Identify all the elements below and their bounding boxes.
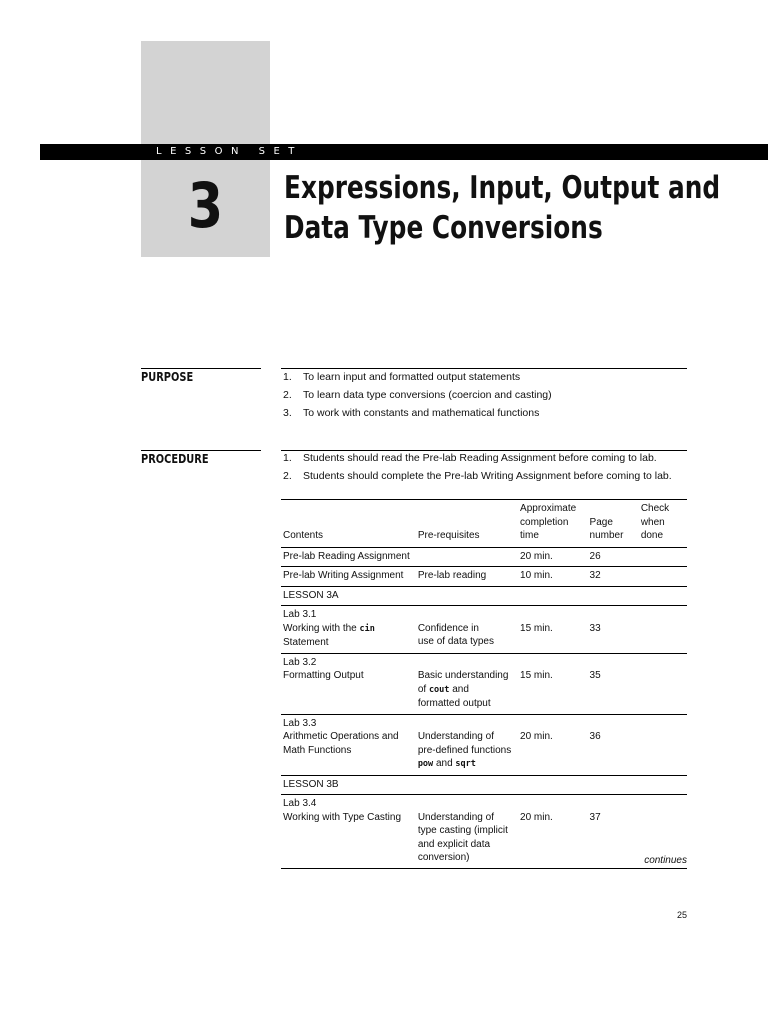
table-row: Lab 3.4 Working with Type Casting Understanding of type casting (implicit and explicit data conversion) 20 min. 37 (281, 795, 687, 869)
lesson-3b-row: LESSON 3B (281, 775, 687, 795)
lesson-number: 3 (187, 169, 224, 242)
page-title (284, 168, 720, 248)
purpose-list (283, 368, 552, 422)
code-cout: cout (428, 684, 450, 695)
code-cin: cin (359, 623, 375, 634)
title-line-2: Data Type Conversions (284, 210, 603, 246)
procedure-label: PROCEDURE (141, 452, 209, 466)
header-contents: Contents (281, 500, 416, 548)
purpose-label-rule (141, 368, 261, 369)
table-row: Pre-lab Writing Assignment Pre-lab reading 10 min. 32 (281, 567, 687, 587)
header-page: Page number (588, 500, 639, 548)
code-pow: pow (417, 759, 434, 769)
header-time: Approximate completion time (518, 500, 588, 548)
list-item: 1. To learn input and formatted output statements (283, 371, 521, 383)
list-item: 1. Students should read the Pre-lab Reading Assignment before coming to lab. (283, 452, 657, 464)
procedure-list (283, 449, 672, 485)
continues-note: continues (644, 855, 687, 866)
table-row: Lab 3.3 Arithmetic Operations and Math Functions Understanding of pre-defined functions pow and sqrt 20 min. 36 (281, 714, 687, 775)
table-row: Pre-lab Reading Assignment 20 min. 26 (281, 547, 687, 567)
code-sqrt: sqrt (455, 759, 476, 769)
table-header-row (281, 500, 687, 548)
lesson-set-label: LESSON SET (156, 146, 303, 157)
header-prerequisites: Pre-requisites (416, 500, 518, 548)
table-row: Lab 3.2 Formatting Output Basic understanding of cout and formatted output 15 min. 35 (281, 653, 687, 714)
lab-schedule-table (281, 499, 687, 869)
list-item: 3. To work with constants and mathematical functions (283, 407, 540, 419)
lesson-3a-row: LESSON 3A (281, 586, 687, 606)
procedure-label-rule (141, 450, 261, 451)
page-number: 25 (676, 910, 687, 920)
header-bar (40, 144, 768, 160)
list-item: 2. Students should complete the Pre-lab Writing Assignment before coming to lab. (283, 470, 672, 482)
table-row: Lab 3.1 Working with the cin Statement Confidence in use of data types 15 min. 33 (281, 606, 687, 654)
purpose-label: PURPOSE (141, 370, 194, 384)
header-check: Check when done (639, 500, 687, 548)
list-item: 2. To learn data type conversions (coercion and casting) (283, 389, 552, 401)
title-line-1: Expressions, Input, Output and (284, 170, 721, 206)
